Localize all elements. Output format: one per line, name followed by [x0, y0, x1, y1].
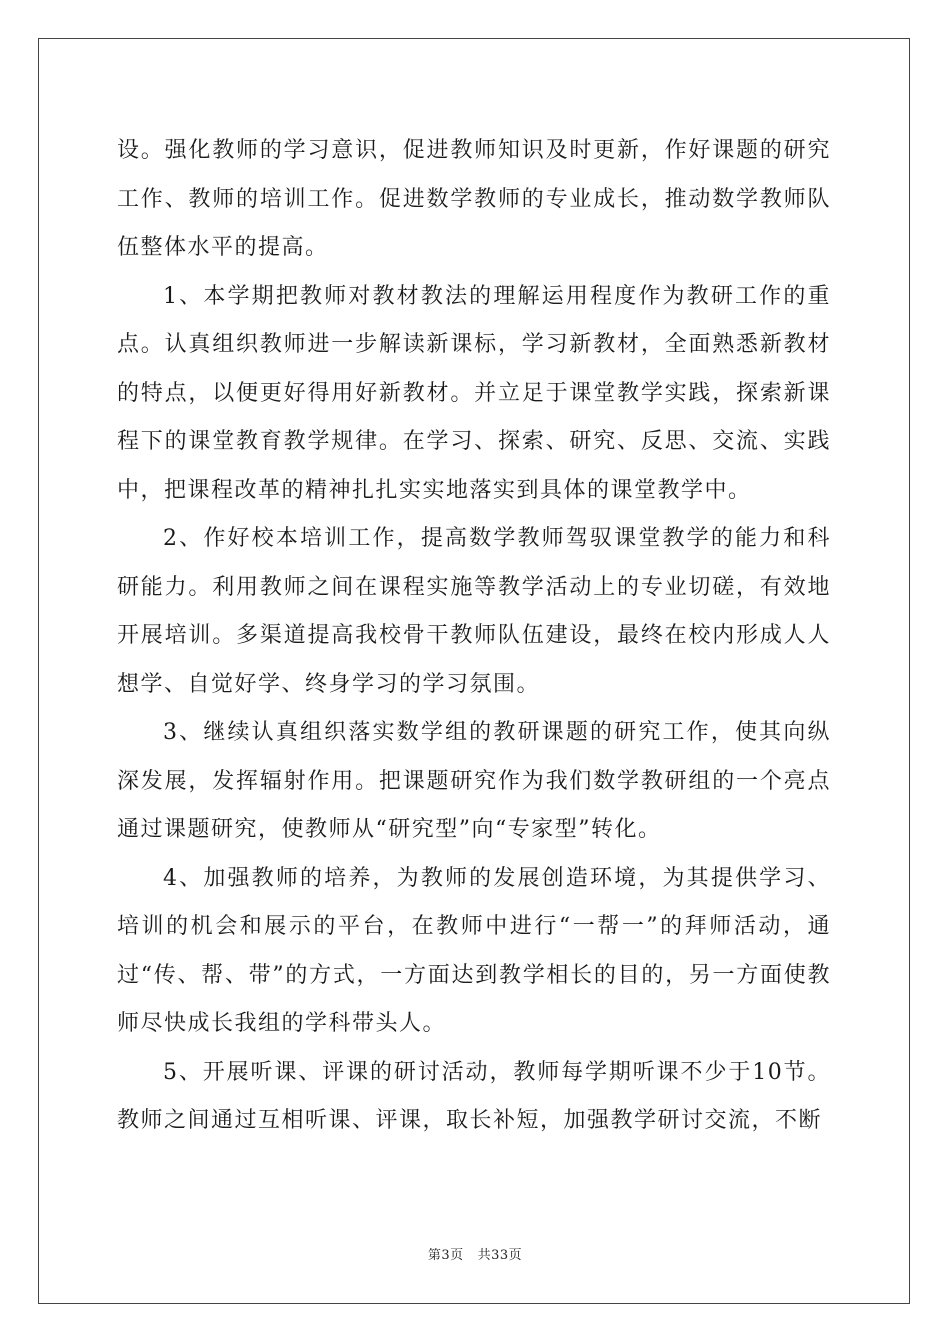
paragraph-item-2: 2、作好校本培训工作，提高数学教师驾驭课堂教学的能力和科研能力。利用教师之间在课程实施等教学活动上的专业切磋，有效地开展培训。多渠道提高我校骨干教师队伍建设，最终在校内形成人人想学、自觉好学、终身学习的学习氛围。: [117, 526, 831, 697]
page-number: 第3页: [427, 1248, 464, 1263]
paragraph-continuation: 设。强化教师的学习意识，促进教师知识及时更新，作好课题的研究工作、教师的培训工作。促进数学教师的专业成长，推动数学教师队伍整体水平的提高。: [117, 138, 831, 260]
paragraph-item-5: 5、开展听课、评课的研讨活动，教师每学期听课不少于10节。教师之间通过互相听课、评课，取长补短，加强教学研讨交流，不断: [117, 1059, 831, 1133]
page-footer: [0, 1244, 950, 1263]
paragraph-item-1: 1、本学期把教师对教材教法的理解运用程度作为教研工作的重点。认真组织教师进一步解读新课标，学习新教材，全面熟悉新教材的特点，以便更好得用好新教材。并立足于课堂教学实践，探索新课程下的课堂教育教学规律。在学习、探索、研究、反思、交流、实践中，把课程改革的精神扎扎实实地落实到具体的课堂教学中。: [117, 283, 831, 503]
paragraph-item-3: 3、继续认真组织落实数学组的教研课题的研究工作，使其向纵深发展，发挥辐射作用。把课题研究作为我们数学教研组的一个亮点通过课题研究，使教师从“研究型”向“专家型”转化。: [117, 720, 831, 842]
document-body: [117, 127, 831, 1146]
paragraph-item-4: 4、加强教师的培养，为教师的发展创造环境，为其提供学习、培训的机会和展示的平台，在教师中进行“一帮一”的拜师活动，通过“传、帮、带”的方式，一方面达到教学相长的目的，另一方面使教师尽快成长我组的学科带头人。: [117, 865, 831, 1036]
page-total: 共33页: [477, 1248, 523, 1263]
